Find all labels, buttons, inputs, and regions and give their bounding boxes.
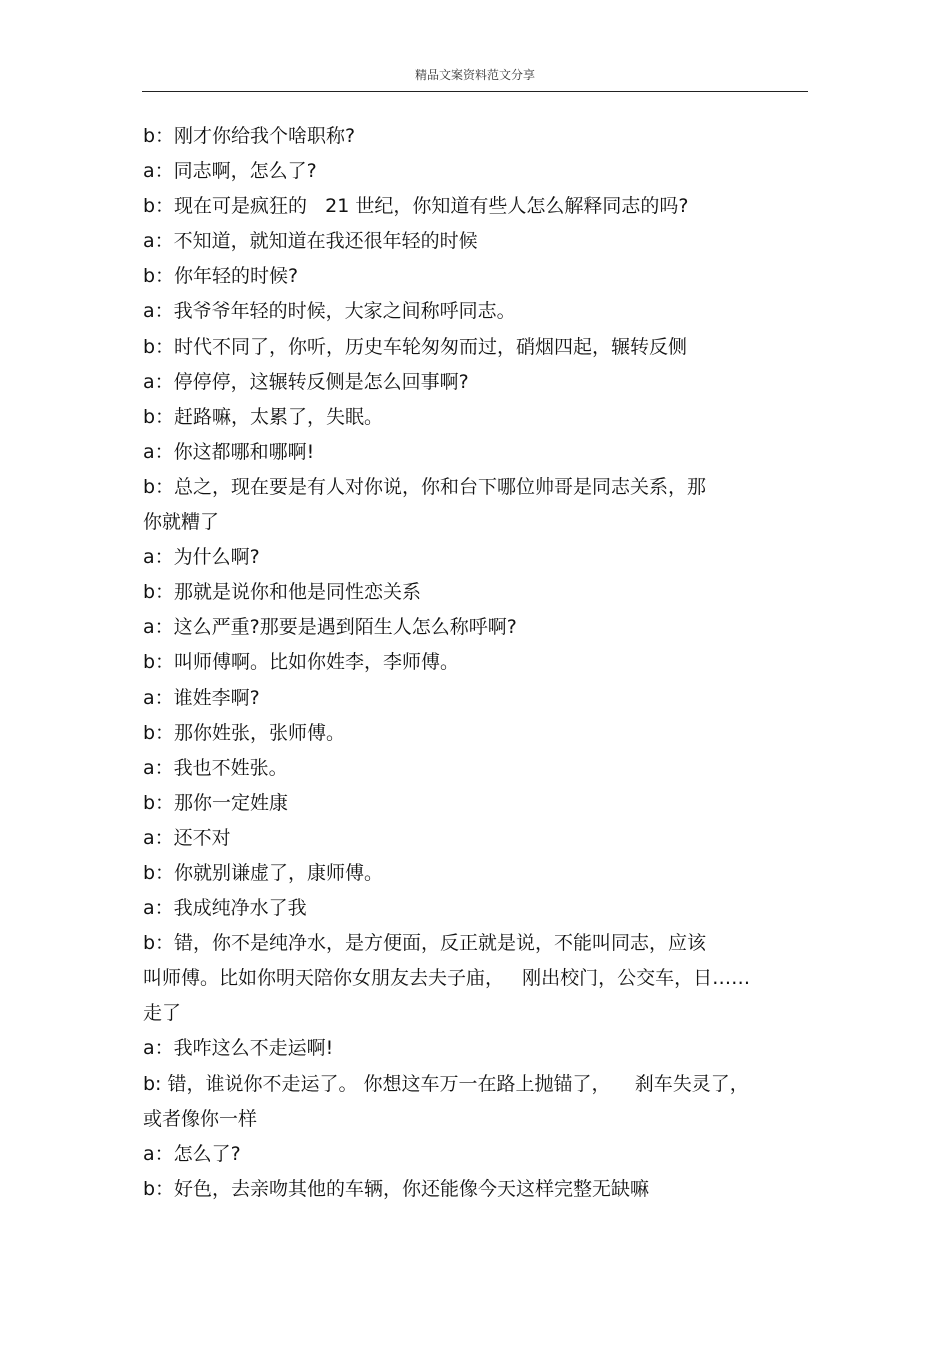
dialogue-line: b：现在可是疯狂的 21 世纪，你知道有些人怎么解释同志的吗? bbox=[143, 195, 689, 218]
dialogue-line: b：赶路嘛，太累了，失眠。 bbox=[143, 405, 384, 428]
dialogue-line: b：你就别谦虚了，康师傅。 bbox=[143, 861, 384, 884]
dialogue-line: b：你年轻的时候? bbox=[143, 265, 299, 288]
dialogue-line: 或者像你一样 bbox=[143, 1107, 258, 1130]
dialogue-line: b：那你姓张，张师傅。 bbox=[143, 721, 346, 744]
dialogue-line: a：还不对 bbox=[143, 826, 231, 849]
dialogue-line: a：我咋这么不走运啊! bbox=[143, 1037, 334, 1060]
dialogue-line: a：这么严重?那要是遇到陌生人怎么称呼啊? bbox=[143, 616, 517, 639]
dialogue-line: b：叫师傅啊。比如你姓李，李师傅。 bbox=[143, 651, 460, 674]
dialogue-line: b：总之，现在要是有人对你说，你和台下哪位帅哥是同志关系，那 bbox=[143, 475, 707, 498]
dialogue-line: b：时代不同了，你听，历史车轮匆匆而过，硝烟四起，辗转反侧 bbox=[143, 335, 688, 358]
header-divider bbox=[142, 91, 808, 92]
dialogue-line: 走了 bbox=[143, 1002, 182, 1025]
dialogue-line: 叫师傅。比如你明天陪你女朋友去夫子庙， 刚出校门，公交车，日…… bbox=[143, 967, 751, 990]
dialogue-line: a：我爷爷年轻的时候，大家之间称呼同志。 bbox=[143, 300, 516, 323]
dialogue-line: b：那就是说你和他是同性恋关系 bbox=[143, 581, 422, 604]
dialogue-body bbox=[143, 119, 808, 1207]
dialogue-line: a：我成纯净水了我 bbox=[143, 897, 307, 920]
dialogue-line: b：好色，去亲吻其他的车辆，你还能像今天这样完整无缺嘛 bbox=[143, 1177, 650, 1200]
dialogue-line: b：刚才你给我个啥职称? bbox=[143, 125, 356, 147]
dialogue-line: a：停停停，这辗转反侧是怎么回事啊? bbox=[143, 370, 469, 393]
dialogue-line: a：我也不姓张。 bbox=[143, 756, 288, 779]
dialogue-line: b：那你一定姓康 bbox=[143, 791, 289, 814]
dialogue-line: a：你这都哪和哪啊! bbox=[143, 440, 315, 463]
dialogue-line: b：错，你不是纯净水，是方便面，反正就是说，不能叫同志，应该 bbox=[143, 932, 707, 955]
dialogue-line: 你就糟了 bbox=[143, 511, 220, 534]
page-header: 精品文案资料范文分享 bbox=[414, 68, 535, 82]
dialogue-line: a：怎么了? bbox=[143, 1142, 241, 1165]
dialogue-line: a：为什么啊? bbox=[143, 546, 260, 569]
dialogue-line: b: 错，谁说你不走运了。 你想这车万一在路上抛锚了， 刹车失灵了， bbox=[143, 1072, 749, 1095]
dialogue-line: a：不知道，就知道在我还很年轻的时候 bbox=[143, 230, 478, 253]
dialogue-line: a：同志啊，怎么了? bbox=[143, 160, 317, 183]
dialogue-line: a：谁姓李啊? bbox=[143, 686, 260, 709]
